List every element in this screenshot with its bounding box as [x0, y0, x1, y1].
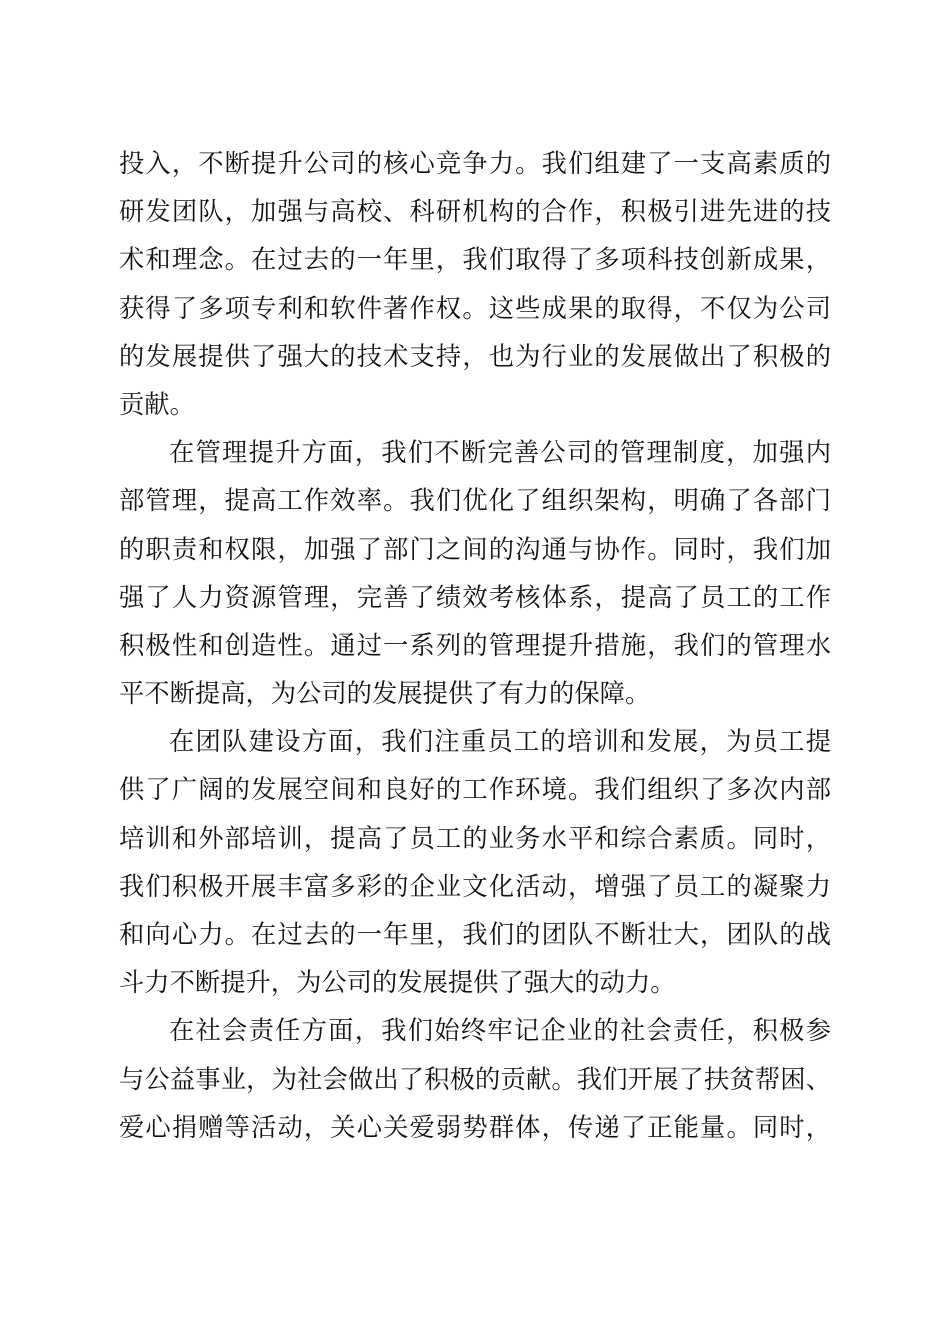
paragraph-first-line: 在团队建设方面，我们注重员工的培训和发展，为员工提	[169, 727, 831, 757]
text-line: 贡献。	[119, 389, 195, 419]
text-line: 和向心力。在过去的一年里，我们的团队不断壮大，团队的战	[119, 920, 831, 949]
text-line: 投入，不断提升公司的核心竞争力。我们组建了一支高素质的	[119, 149, 831, 178]
text-line: 平不断提高，为公司的发展提供了有力的保障。	[119, 679, 651, 709]
text-line: 培训和外部培训，提高了员工的业务水平和综合素质。同时，	[119, 823, 831, 853]
text-line: 强了人力资源管理，完善了绩效考核体系，提高了员工的工作	[119, 582, 831, 612]
text-line: 供了广阔的发展空间和良好的工作环境。我们组织了多次内部	[119, 775, 831, 805]
paragraph-first-line: 在社会责任方面，我们始终牢记企业的社会责任，积极参	[169, 1016, 831, 1046]
text-line: 爱心捐赠等活动，关心关爱弱势群体，传递了正能量。同时，	[119, 1112, 831, 1142]
text-line: 与公益事业，为社会做出了积极的贡献。我们开展了扶贫帮困、	[119, 1064, 831, 1094]
text-line: 术和理念。在过去的一年里，我们取得了多项科技创新成果，	[119, 245, 831, 275]
text-line: 斗力不断提升，为公司的发展提供了强大的动力。	[119, 968, 676, 998]
text-line: 积极性和创造性。通过一系列的管理提升措施，我们的管理水	[119, 630, 831, 660]
text-line: 我们积极开展丰富多彩的企业文化活动，增强了员工的凝聚力	[119, 871, 831, 901]
paragraph-first-line: 在管理提升方面，我们不断完善公司的管理制度，加强内	[169, 438, 831, 468]
text-line: 的职责和权限，加强了部门之间的沟通与协作。同时，我们加	[119, 534, 831, 564]
text-line: 的发展提供了强大的技术支持，也为行业的发展做出了积极的	[119, 341, 831, 371]
text-line: 获得了多项专利和软件著作权。这些成果的取得，不仅为公司	[119, 293, 831, 323]
text-line: 部管理，提高工作效率。我们优化了组织架构，明确了各部门	[119, 486, 831, 516]
body-text	[119, 140, 831, 1152]
text-line: 研发团队，加强与高校、科研机构的合作，积极引进先进的技	[119, 197, 831, 227]
